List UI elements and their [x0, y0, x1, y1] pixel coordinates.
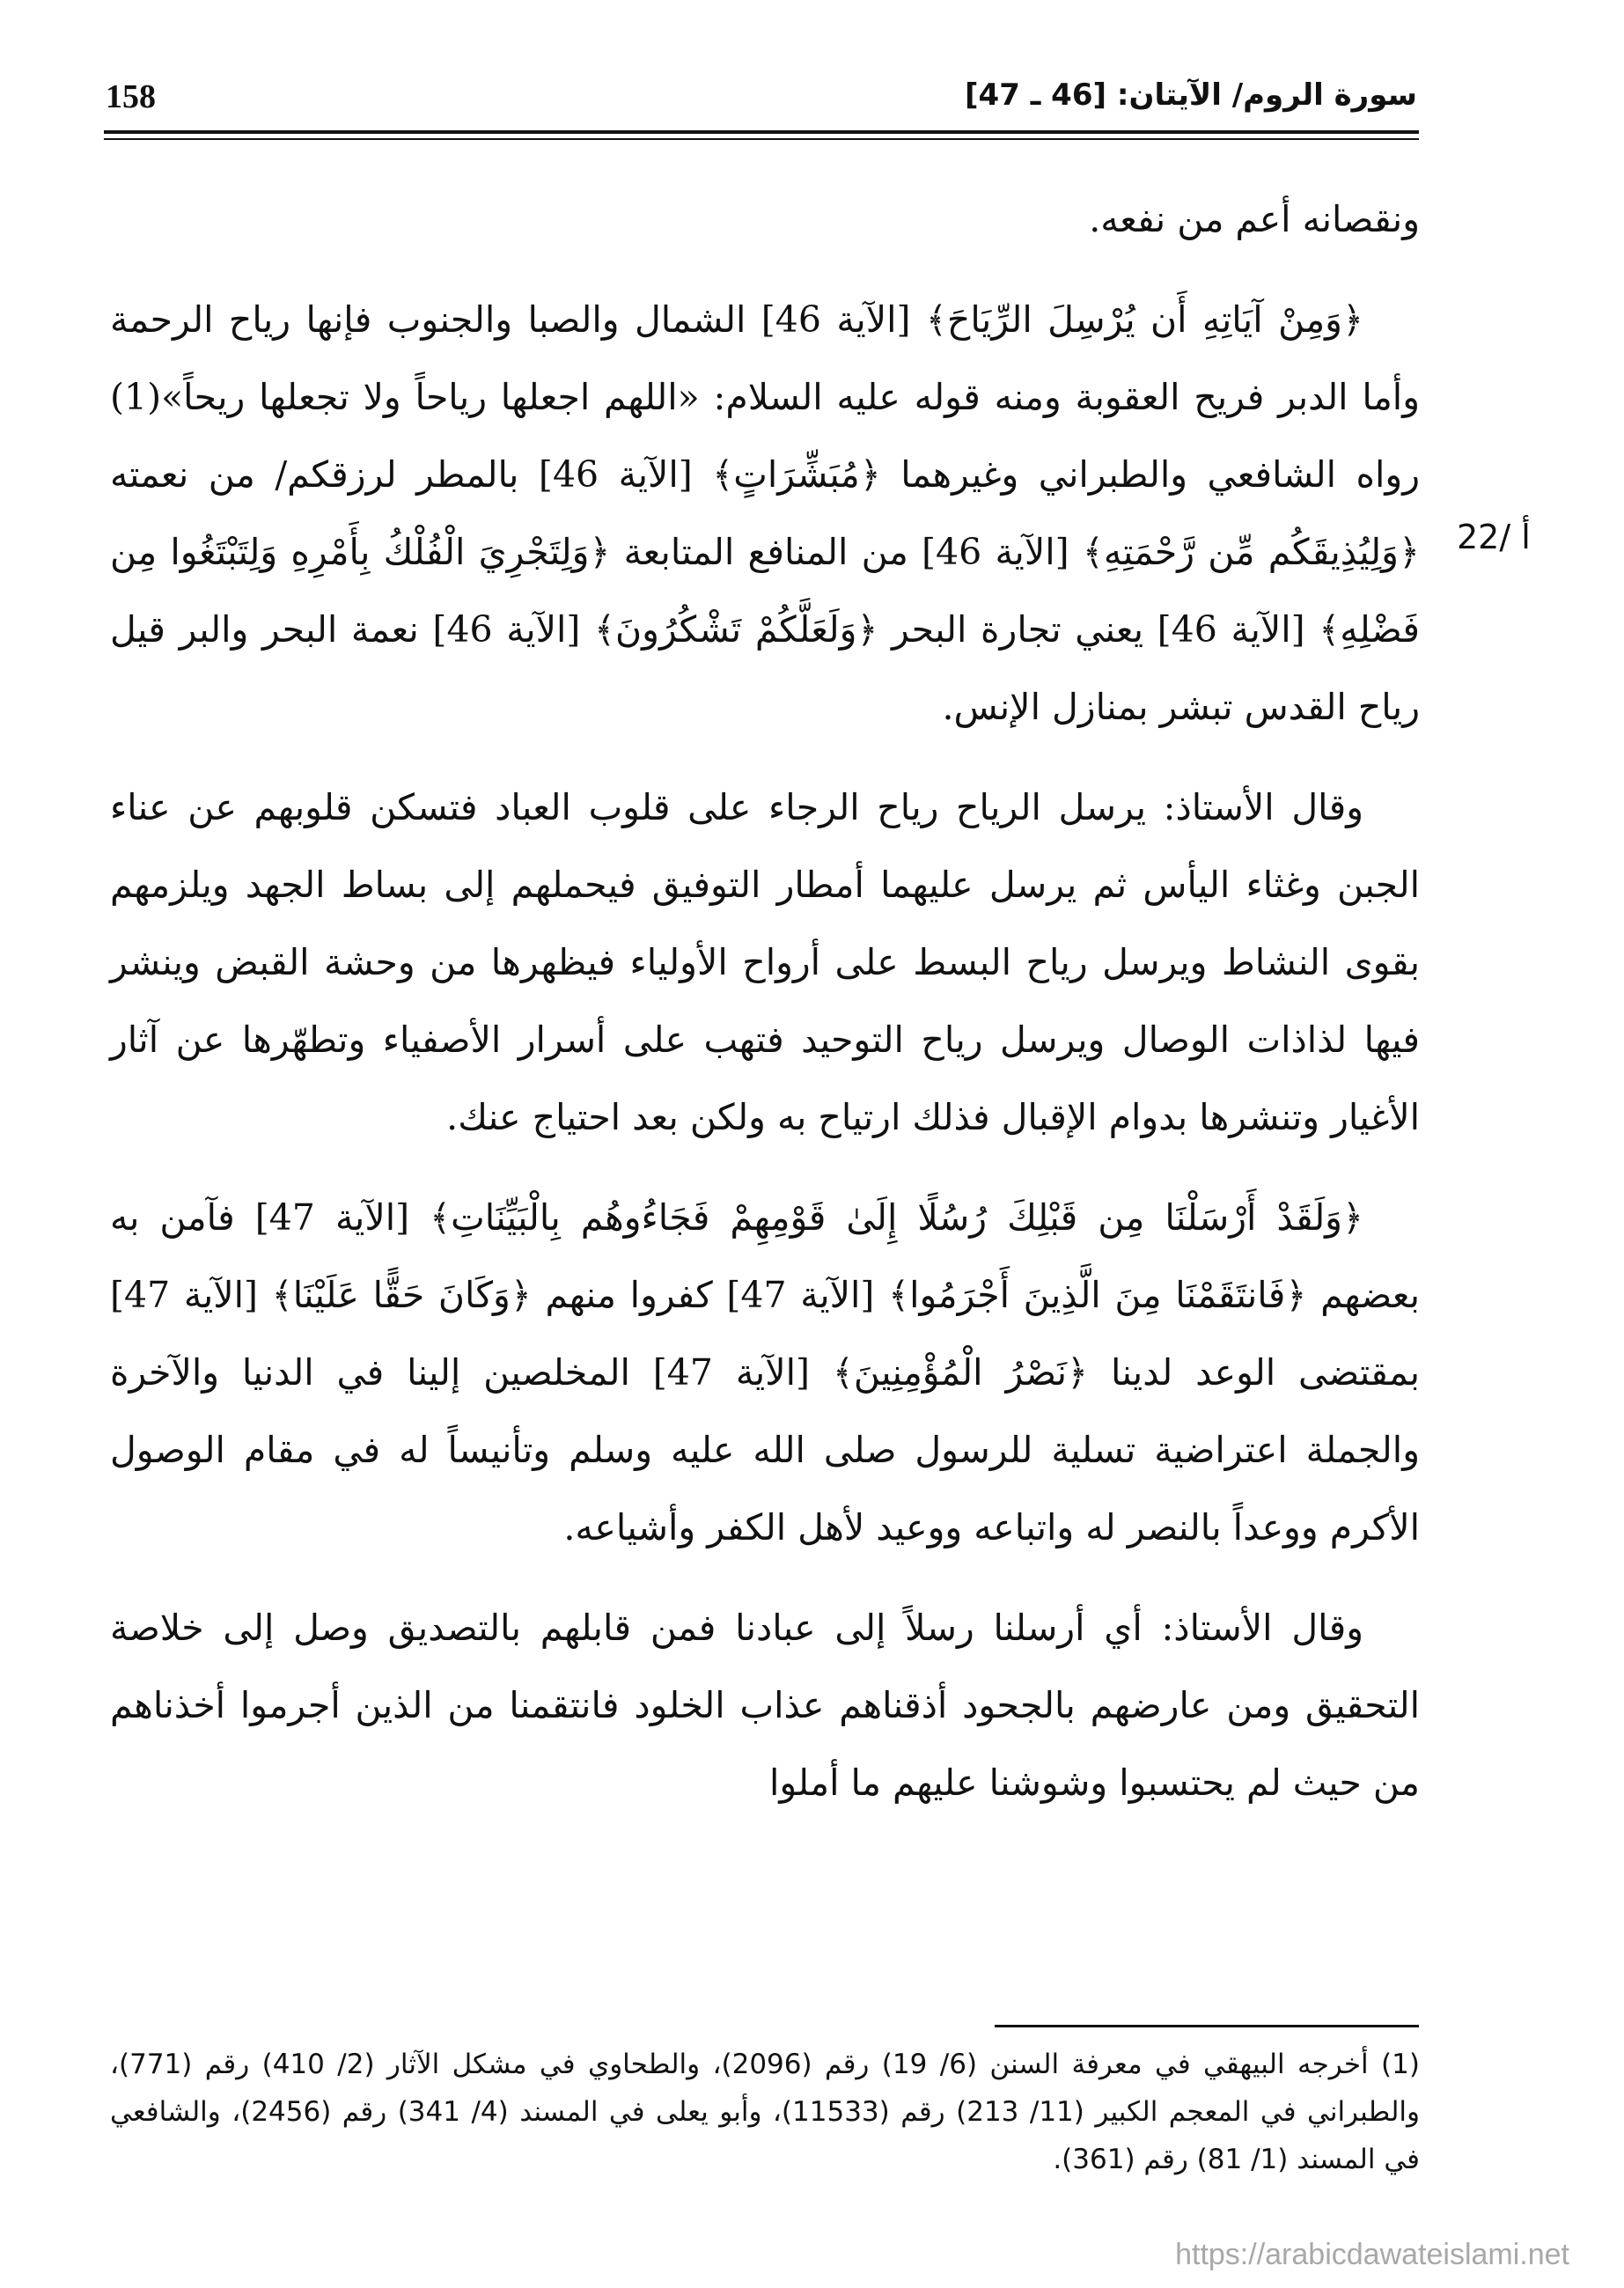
paragraph: ﴿وَلَقَدْ أَرْسَلْنَا مِن قَبْلِكَ رُسُلًا إِلَىٰ قَوْمِهِمْ فَجَاءُوهُم بِالْبَيِّنَاتِ﴾ [الآية 47] فآمن به بعضهم ﴿فَانتَقَمْنَا مِنَ الَّذِينَ أَجْرَمُوا﴾ [الآية 47] كفروا منهم ﴿وَكَانَ حَقًّا عَلَيْنَا﴾ [الآية 47] بمقتضى الوعد لدينا ﴿نَصْرُ الْمُؤْمِنِينَ﴾ [الآية 47] المخلصين إلينا في الدنيا والآخرة والجملة اعتراضية تسلية للرسول صلى الله عليه وسلم وتأنيساً له في مقام الوصول الأكرم ووعداً بالنصر له واتباعه ووعيد لأهل الكفر وأشياعه.	[110, 1196, 1421, 1549]
paragraph: ونقصانه أعم من نفعه.	[1089, 198, 1420, 240]
running-head: سورة الروم/ الآيتان: [46 ـ 47]	[965, 77, 1417, 113]
manuscript-folio-marker: 22/ أ	[1457, 518, 1531, 556]
footnotes	[110, 2041, 1420, 2183]
paragraph: وقال الأستاذ: أي أرسلنا رسلاً إلى عبادنا فمن قابلهم بالتصديق وصل إلى خلاصة التحقيق ومن عارضهم بالجحود أذقناهم عذاب الخلود فانتقمنا من الذين أجرموا أخذناهم من حيث لم يحتسبوا وشوشنا عليهم ما أملوا	[110, 1607, 1420, 1804]
page-number: 158	[106, 78, 156, 115]
footnote-separator	[995, 2025, 1419, 2027]
paragraph: ﴿وَمِنْ آيَاتِهِ أَن يُرْسِلَ الرِّيَاحَ﴾ [الآية 46] الشمال والصبا والجنوب فإنها رياح الرحمة وأما الدبر فريح العقوبة ومنه قوله عليه السلام: «اللهم اجعلها رياحاً ولا تجعلها ريحاً»(1) رواه الشافعي والطبراني وغيرهما ﴿مُبَشِّرَاتٍ﴾ [الآية 46] بالمطر لرزقكم/ من نعمته ﴿وَلِيُذِيقَكُم مِّن رَّحْمَتِهِ﴾ [الآية 46] من المنافع المتابعة ﴿وَلِتَجْرِيَ الْفُلْكُ بِأَمْرِهِ وَلِتَبْتَغُوا مِن فَضْلِهِ﴾ [الآية 46] يعني تجارة البحر ﴿وَلَعَلَّكُمْ تَشْكُرُونَ﴾ [الآية 46] نعمة البحر والبر قيل رياح القدس تبشر بمنازل الإنس.	[110, 298, 1420, 728]
header-rule	[104, 130, 1419, 134]
body-text	[110, 180, 1420, 1844]
watermark-url: https://arabicdawateislami.net	[1175, 2238, 1569, 2271]
header-rule-thin	[104, 138, 1419, 140]
footnote: (1) أخرجه البيهقي في معرفة السنن (6/ 19) رقم (2096)، والطحاوي في مشكل الآثار (2/ 410) رقم (771)، والطبراني في المعجم الكبير (11/ 213) رقم (11533)، وأبو يعلى في المسند (4/ 341) رقم (2456)، والشافعي في المسند (1/ 81) رقم (361).	[110, 2049, 1420, 2175]
paragraph: وقال الأستاذ: يرسل الرياح رياح الرجاء على قلوب العباد فتسكن قلوبهم عن عناء الجبن وغثاء اليأس ثم يرسل عليهما أمطار التوفيق فيحملهم إلى بساط الجهد ويلزمهم بقوى النشاط ويرسل رياح البسط على أرواح الأولياء فيظهرها من وحشة القبض وينشر فيها لذاذات الوصال ويرسل رياح التوحيد فتهب على أسرار الأصفياء وتطهّرها عن آثار الأغيار وتنشرها بدوام الإقبال فذلك ارتياح به ولكن بعد احتياج عنك.	[110, 786, 1420, 1138]
page-header	[106, 77, 1417, 130]
